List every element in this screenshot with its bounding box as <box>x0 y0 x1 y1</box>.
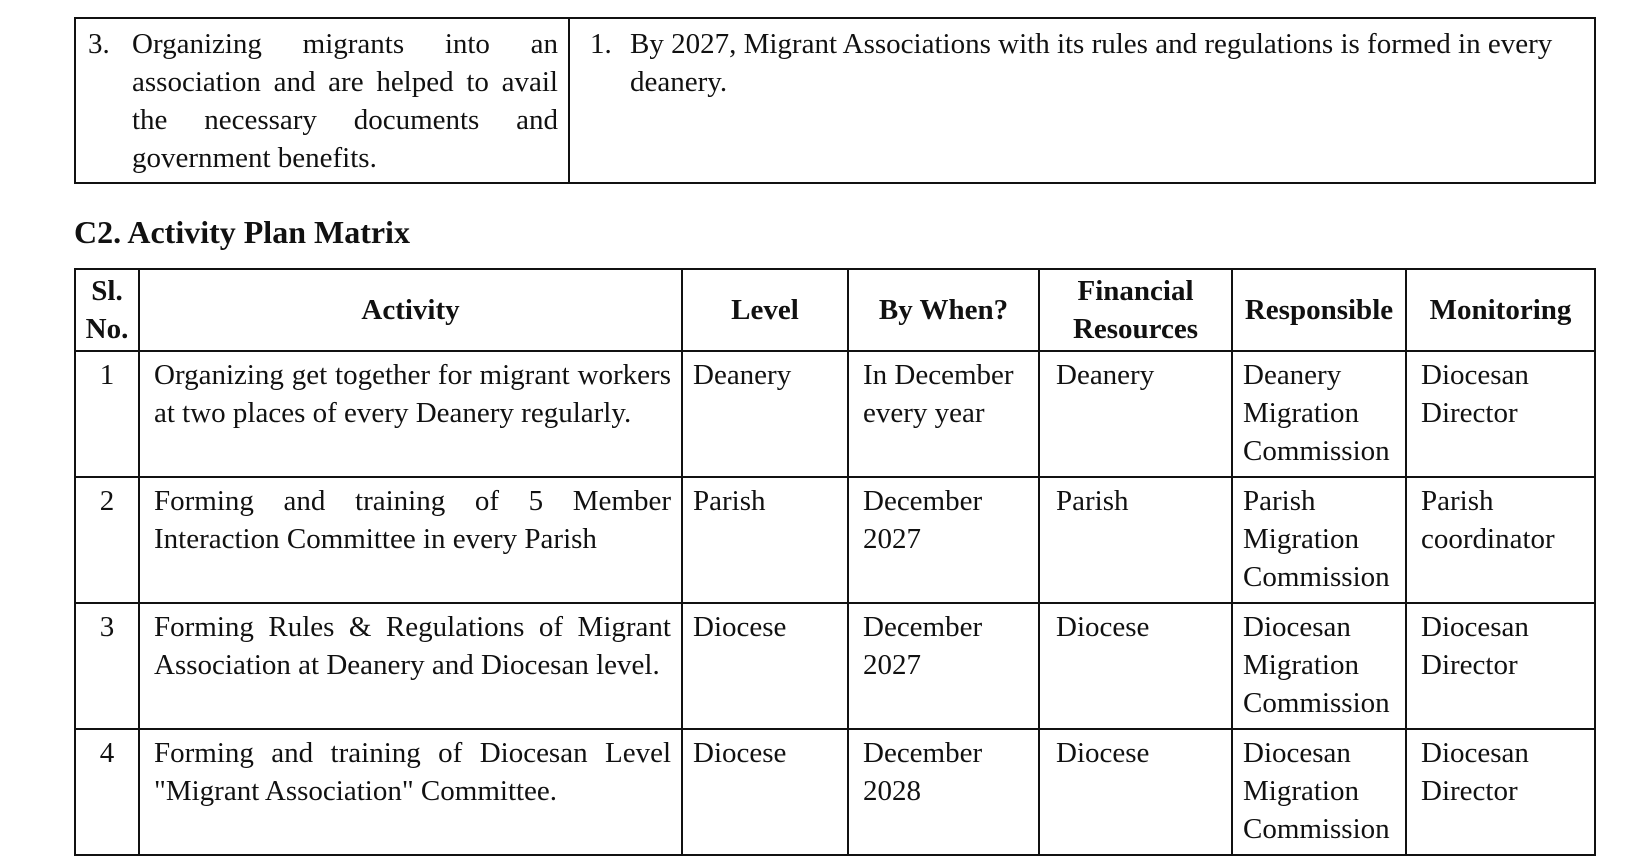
objective-cell <box>75 18 569 183</box>
header-responsible: Responsible <box>1232 269 1406 351</box>
monitoring-cell: Diocesan Director <box>1406 729 1595 855</box>
table-row <box>75 603 1595 729</box>
table-row <box>75 351 1595 477</box>
financial-cell: Parish <box>1039 477 1232 603</box>
responsible-cell: Diocesan Migration Commission <box>1232 603 1406 729</box>
header-activity: Activity <box>139 269 682 351</box>
level-cell: Diocese <box>682 603 848 729</box>
header-by-when: By When? <box>848 269 1039 351</box>
by-when-cell: December 2027 <box>848 477 1039 603</box>
by-when-cell: December 2028 <box>848 729 1039 855</box>
header-monitoring: Monitoring <box>1406 269 1595 351</box>
activity-cell: Forming and training of Diocesan Level "Migrant Association" Committee. <box>139 729 682 855</box>
level-cell: Deanery <box>682 351 848 477</box>
financial-cell: Deanery <box>1039 351 1232 477</box>
header-financial-resources: Financial Resources <box>1039 269 1232 351</box>
indicator-cell <box>569 18 1595 183</box>
matrix-header-row <box>75 269 1595 351</box>
level-cell: Diocese <box>682 729 848 855</box>
objectives-row <box>75 18 1595 183</box>
section-title: C2. Activity Plan Matrix <box>74 214 410 250</box>
financial-cell: Diocese <box>1039 603 1232 729</box>
header-sl-no: Sl. No. <box>75 269 139 351</box>
responsible-cell: Deanery Migration Commission <box>1232 351 1406 477</box>
sl-cell: 4 <box>75 729 139 855</box>
sl-cell: 3 <box>75 603 139 729</box>
activity-cell: Forming and training of 5 Member Interaction Committee in every Parish <box>139 477 682 603</box>
financial-cell: Diocese <box>1039 729 1232 855</box>
table-row <box>75 477 1595 603</box>
sl-cell: 2 <box>75 477 139 603</box>
objective-number: 3. <box>88 28 110 60</box>
responsible-cell: Parish Migration Commission <box>1232 477 1406 603</box>
responsible-cell: Diocesan Migration Commission <box>1232 729 1406 855</box>
level-cell: Parish <box>682 477 848 603</box>
by-when-cell: December 2027 <box>848 603 1039 729</box>
indicator-text: By 2027, Migrant Associations with its rules and regulations is formed in every deanery. <box>630 28 1553 98</box>
objectives-table <box>74 17 1596 184</box>
header-level: Level <box>682 269 848 351</box>
activity-cell: Forming Rules & Regulations of Migrant Association at Deanery and Diocesan level. <box>139 603 682 729</box>
by-when-cell: In December every year <box>848 351 1039 477</box>
monitoring-cell: Diocesan Director <box>1406 351 1595 477</box>
monitoring-cell: Parish coordinator <box>1406 477 1595 603</box>
table-row <box>75 729 1595 855</box>
indicator-number: 1. <box>590 28 612 60</box>
activity-plan-matrix <box>74 268 1596 856</box>
objective-text: Organizing migrants into an association and are helped to avail the necessary documents and government benefits. <box>132 28 558 174</box>
monitoring-cell: Diocesan Director <box>1406 603 1595 729</box>
sl-cell: 1 <box>75 351 139 477</box>
activity-cell: Organizing get together for migrant workers at two places of every Deanery regularly. <box>139 351 682 477</box>
